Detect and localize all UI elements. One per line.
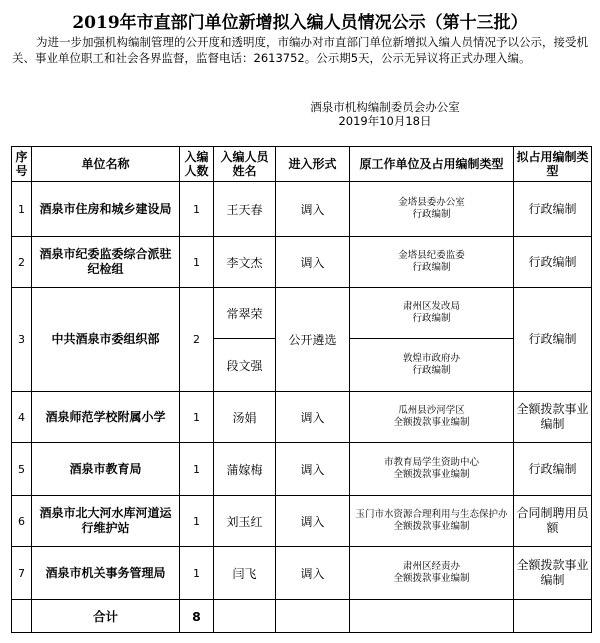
row-seq: 2 (12, 237, 32, 288)
table-header-row (12, 147, 592, 182)
total-label: 合计 (32, 600, 180, 633)
row-way: 公开遴选 (276, 288, 350, 392)
issuer-block (290, 100, 480, 128)
row-count: 1 (180, 547, 214, 600)
row-name: 王天春 (214, 182, 276, 237)
row-way: 调入 (276, 443, 350, 496)
row-orig (350, 392, 514, 443)
row-way: 调入 (276, 237, 350, 288)
orig-type: 全额拨款事业编制 (393, 521, 470, 532)
row-orig (350, 182, 514, 237)
row-seq: 3 (12, 288, 32, 392)
header-seq: 序号 (12, 147, 32, 182)
total-empty-cell (350, 600, 514, 633)
row-name: 刘玉红 (214, 496, 276, 547)
row-type: 全额拨款事业编制 (514, 392, 592, 443)
orig-type: 全额拨款事业编制 (393, 573, 470, 584)
orig-type: 行政编制 (412, 365, 451, 376)
orig-unit: 敦煌市政府办 (402, 353, 460, 364)
row-orig (350, 443, 514, 496)
row-unit: 酒泉市北大河水库河道运行维护站 (32, 496, 180, 547)
row-unit: 酒泉师范学校附属小学 (32, 392, 180, 443)
orig-type: 全额拨款事业编制 (393, 417, 470, 428)
table-row (12, 182, 592, 237)
header-orig: 原工作单位及占用编制类型 (350, 147, 514, 182)
row-unit: 中共酒泉市委组织部 (32, 288, 180, 392)
row-seq: 5 (12, 443, 32, 496)
total-value: 8 (180, 600, 214, 633)
row-name: 李文杰 (214, 237, 276, 288)
table-row (12, 496, 592, 547)
row-unit: 酒泉市教育局 (32, 443, 180, 496)
row-type: 行政编制 (514, 237, 592, 288)
orig-type: 行政编制 (412, 209, 451, 220)
orig-unit: 金塔县委办公室 (398, 197, 465, 208)
row-seq: 4 (12, 392, 32, 443)
row-seq: 6 (12, 496, 32, 547)
orig-unit: 玉门市水资源合理利用与生态保护办 (355, 509, 508, 520)
row-type: 行政编制 (514, 443, 592, 496)
table-row (12, 443, 592, 496)
row-way: 调入 (276, 182, 350, 237)
header-count: 入编人数 (180, 147, 214, 182)
row-way: 调入 (276, 392, 350, 443)
orig-unit: 肃州区经责办 (402, 561, 460, 572)
row-type: 行政编制 (514, 182, 592, 237)
table-row (12, 288, 592, 339)
table-row (12, 392, 592, 443)
row-type: 合同制聘用员额 (514, 496, 592, 547)
orig-type: 全额拨款事业编制 (393, 469, 470, 480)
personnel-table (11, 146, 592, 633)
row-name: 汤娟 (214, 392, 276, 443)
header-type: 拟占用编制类型 (514, 147, 592, 182)
orig-unit: 金塔县纪委监委 (398, 250, 465, 261)
row-orig (350, 339, 514, 392)
table-row (12, 237, 592, 288)
row-name: 常翠荣 (214, 288, 276, 339)
issuer-name: 酒泉市机构编制委员会办公室 (310, 100, 460, 114)
row-count: 1 (180, 237, 214, 288)
row-count: 1 (180, 443, 214, 496)
row-count: 1 (180, 496, 214, 547)
header-unit: 单位名称 (32, 147, 180, 182)
row-name: 蒲嫁梅 (214, 443, 276, 496)
row-unit: 酒泉市纪委监委综合派驻纪检组 (32, 237, 180, 288)
total-row (12, 600, 592, 633)
orig-type: 行政编制 (412, 313, 451, 324)
header-way: 进入形式 (276, 147, 350, 182)
row-seq: 1 (12, 182, 32, 237)
row-type: 全额拨款事业编制 (514, 547, 592, 600)
row-name: 闫飞 (214, 547, 276, 600)
row-name: 段文强 (214, 339, 276, 392)
issue-date: 2019年10月18日 (338, 114, 432, 128)
row-orig (350, 547, 514, 600)
row-type: 行政编制 (514, 288, 592, 392)
row-count: 1 (180, 182, 214, 237)
total-seq-cell (12, 600, 32, 633)
orig-unit: 肃州区发改局 (402, 301, 460, 312)
row-count: 1 (180, 392, 214, 443)
row-way: 调入 (276, 547, 350, 600)
total-empty-cell (276, 600, 350, 633)
table-row (12, 547, 592, 600)
row-unit: 酒泉市住房和城乡建设局 (32, 182, 180, 237)
row-orig (350, 237, 514, 288)
header-name: 入编人员姓名 (214, 147, 276, 182)
orig-unit: 瓜州县沙河学区 (398, 405, 465, 416)
row-orig (350, 288, 514, 339)
page-title: 2019年市直部门单位新增拟入编人员情况公示（第十三批） (72, 13, 528, 33)
total-empty-cell (514, 600, 592, 633)
intro-paragraph: 为进一步加强机构编制管理的公开度和透明度，市编办对市直部门单位新增拟入编人员情况予以公示，接受机关、事业单位职工和社会各界监督，监督电话：2613752。公示期5天，公示无异议将正式办理入编。 (12, 35, 588, 65)
row-count: 2 (180, 288, 214, 392)
orig-type: 行政编制 (412, 262, 451, 273)
row-way: 调入 (276, 496, 350, 547)
orig-unit: 市教育局学生资助中心 (383, 457, 479, 468)
row-orig (350, 496, 514, 547)
row-seq: 7 (12, 547, 32, 600)
row-unit: 酒泉市机关事务管理局 (32, 547, 180, 600)
total-empty-cell (214, 600, 276, 633)
